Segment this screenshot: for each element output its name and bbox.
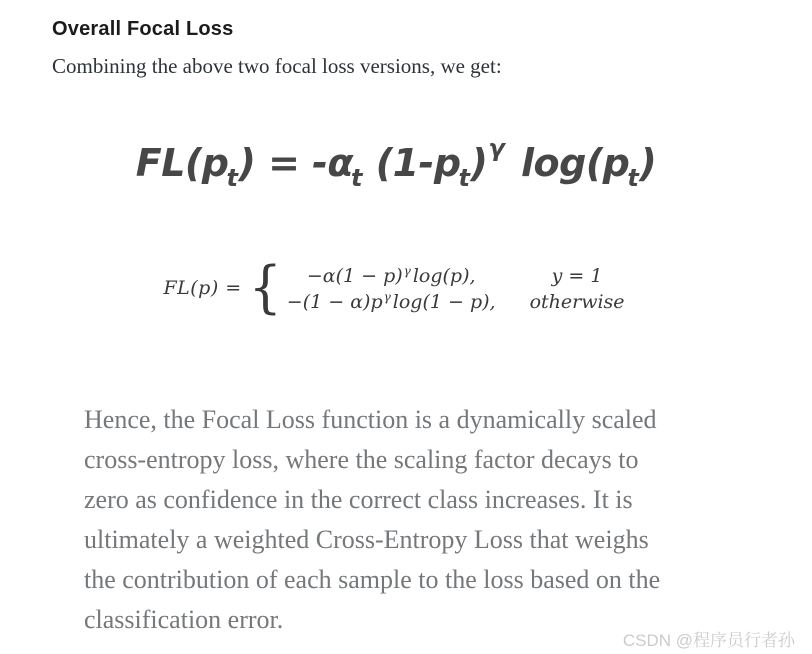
quote-line: ultimately a weighted Cross-Entropy Loss that weighs <box>84 525 649 554</box>
subscript-t: t <box>627 164 639 192</box>
quote-paragraph <box>84 400 660 640</box>
formula-main-seg: ) <box>639 141 657 185</box>
subscript-t: t <box>351 164 363 192</box>
quote-line: the contribution of each sample to the loss based on the <box>84 565 661 594</box>
cases-focal-loss-formula <box>0 255 788 321</box>
formula-cases-text <box>163 255 625 321</box>
cases-brace: { <box>248 255 282 321</box>
cases-row-condition: y = 1 <box>551 264 603 287</box>
expr-segment: −(1 − α)p <box>286 290 383 313</box>
formula-main-text <box>135 134 657 192</box>
quote-line: classification error. <box>84 605 284 634</box>
subscript-t: t <box>458 164 470 192</box>
quote-line: zero as confidence in the correct class increases. It is <box>84 485 633 514</box>
superscript-gamma: γ <box>403 263 411 278</box>
formula-main-seg: FL(p <box>135 141 229 185</box>
quote-line: Hence, the Focal Loss function is a dynamically scaled <box>84 405 657 434</box>
main-focal-loss-formula <box>0 134 792 192</box>
superscript-gamma: γ <box>488 134 505 162</box>
superscript-gamma: γ <box>383 289 391 304</box>
cases-lhs: FL(p) = <box>163 277 242 299</box>
csdn-watermark: CSDN @程序员行者孙 <box>622 631 795 650</box>
cases-row-expr <box>287 264 496 287</box>
cases-row-condition: otherwise <box>529 290 625 313</box>
intro-text: Combining the above two focal loss versions, we get: <box>52 54 502 78</box>
cases-row-expr <box>287 290 496 313</box>
formula-main-seg: ) <box>470 141 488 185</box>
quote-line: cross-entropy loss, where the scaling factor decays to <box>84 445 639 474</box>
cases-grid <box>287 264 625 313</box>
formula-main-seg: (1-p <box>363 141 461 185</box>
formula-main-seg: log(p <box>508 141 630 185</box>
expr-segment: log(p), <box>412 264 476 287</box>
formula-main-seg: ) = -α <box>238 141 354 185</box>
expr-segment: log(1 − p), <box>392 290 496 313</box>
expr-segment: −α(1 − p) <box>306 264 403 287</box>
section-heading: Overall Focal Loss <box>52 18 234 40</box>
subscript-t: t <box>226 164 238 192</box>
